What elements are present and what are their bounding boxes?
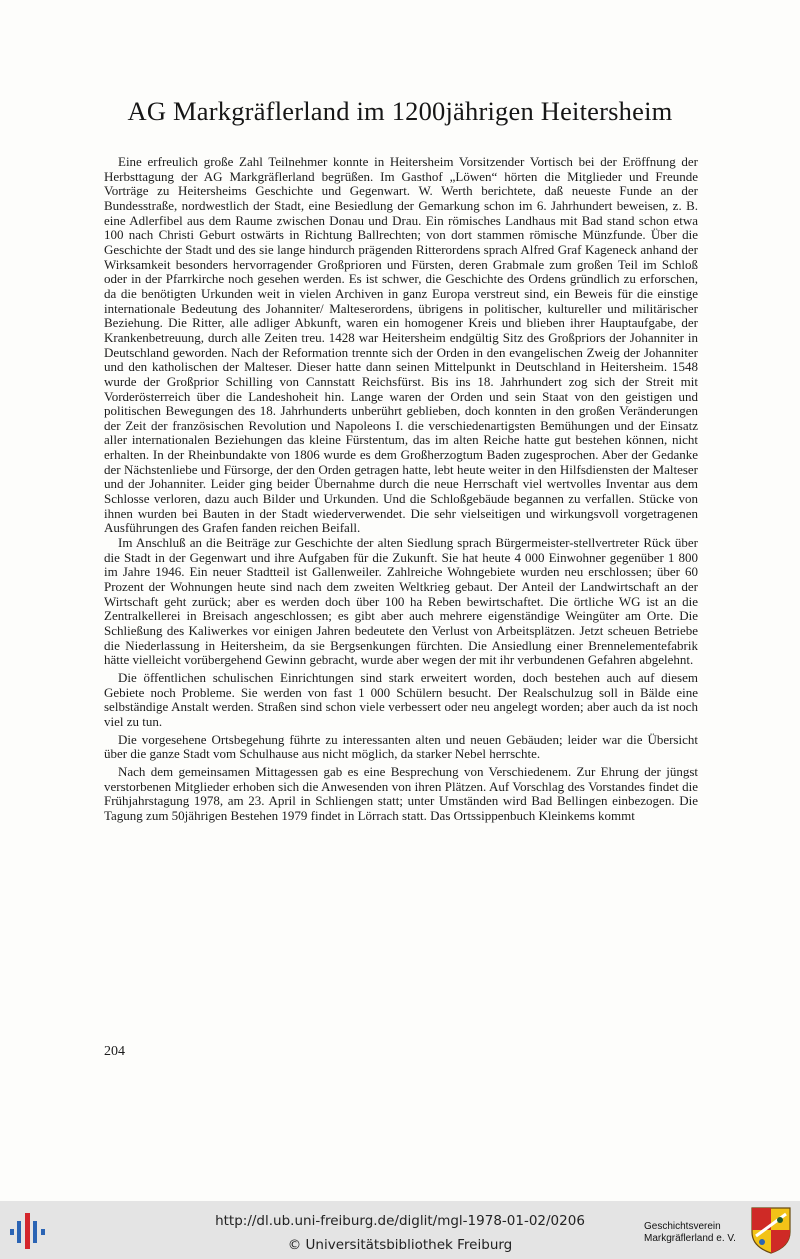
- society-name[interactable]: [644, 1221, 736, 1245]
- page-number: 204: [104, 1044, 125, 1059]
- article-body: [104, 155, 698, 824]
- footer-bar: [0, 1201, 800, 1259]
- paragraph: Eine erfreulich große Zahl Teilnehmer konnte in Heitersheim Vorsitzender Vortisch bei der Eröffnung der Herbsttagung der AG Markgräflerland begrüßen. Im Gasthof „Löwen“ hörten die Mitglieder und Freunde Vorträge zu Heitersheims Geschichte und Gegenwart. W. Werth berichtete, daß neueste Funde an der Bundesstraße, nordwestlich der Stadt, eine Besiedlung der Gemarkung schon im 6. Jahrhundert beweisen, z. B. eine Adlerfibel aus dem Raume zwischen Donau und Drau. Ein römisches Landhaus mit Bad stand schon etwa 100 nach Christi Geburt ostwärts in Richtung Ballrechten; von dort stammen römische Münzfunde. Über die Geschichte der Stadt und des sie lange hindurch prägenden Ritterordens sprach Alfred Graf Kageneck anhand der Wirksamkeit besonders hervorragender Großprioren und Fürsten, deren Grabmale zum großen Teil im Schloß oder in der Pfarrkirche noch gesehen werden. Es ist schwer, die Geschichte des Ordens gründlich zu erforschen, da die benötigten Urkunden weit in vielen Archiven in ganz Europa verstreut sind, ein Beweis für die einstige internationale Bedeutung des Johanniter/ Malteserordens, übrigens in politischer, kultureller und militärischer Beziehung. Die Ritter, alle adliger Abkunft, waren ein homogener Kreis und blieben ihrer Hauptaufgabe, der Krankenbetreuung, durch alle Zeiten treu. 1428 war Heitersheim endgültig Sitz des Großpriors der Johanniter in Deutschland geworden. Nach der Reformation trennte sich der Orden in den evangelischen Zweig der Johanniter und den katholischen der Malteser. Dieser hatte dann seinen Mittelpunkt in Deutschland in Heitersheim. 1548 wurde der Großprior Schilling von Cannstatt Reichsfürst. Bis ins 18. Jahrhundert zog sich der Streit mit Vorderösterreich über die Landeshoheit hin. Lange waren der Orden und sein Staat von den geistigen und politischen Bewegungen des 18. Jahrhunderts unberührt geblieben, doch konnten in den großen Veränderungen der Zeit der französischen Revolution und Napoleons I. die verschiedenartigsten Bemühungen und der Einsatz aller internationalen Beziehungen das kleine Fürstentum, das im alten Reiche hatte gut bestehen können, nicht erhalten. In der Rheinbundakte von 1806 wurde es dem Großherzogtum Baden zugesprochen. Aber der Gedanke der Nächstenliebe und Fürsorge, der den Orden getragen hatte, lebt heute weiter in den Hilfsdiensten der Malteser und der Johanniter. Leider ging beider Übernahme durch die neue Herrschaft viel wertvolles Inventar aus dem Schlosse verloren, dazu auch Bilder und Urkunden. Und die Schloßgebäude begannen zu verfallen. Stücke von ihnen wurden bei Bauten in der Stadt wiederverwendet. Die sehr vielseitigen und wirkungsvoll vorgetragenen Ausführungen des Grafen fanden reichen Beifall.: [104, 154, 698, 536]
- paragraph: Die öffentlichen schulischen Einrichtungen sind stark erweitert worden, doch bestehen auch auf diesem Gebiete noch Probleme. Sie werden von fast 1 000 Schülern besucht. Der Realschulzug soll in Bälde eine selbständige Anstalt werden. Straßen sind schon viele verbessert oder neu angelegt worden; aber auch da ist noch viel zu tun.: [104, 669, 698, 729]
- source-url-link[interactable]: http://dl.ub.uni-freiburg.de/diglit/mgl-1978-01-02/0206: [215, 1213, 585, 1229]
- society-line: Markgräflerland e. V.: [644, 1233, 736, 1244]
- page-title: AG Markgräflerland im 1200jährigen Heitersheim: [127, 96, 673, 126]
- paragraph: Nach dem gemeinsamen Mittagessen gab es eine Besprechung von Verschiedenem. Zur Ehrung der jüngst verstorbenen Mitglieder erhoben sich die Anwesenden von ihren Plätzen. Auf Vorschlag des Vorstandes findet die Frühjahrstagung 1978, am 23. April in Schliengen statt; unter Umständen wird Bad Bellingen einbezogen. Die Tagung zum 50jährigen Bestehen 1979 findet in Lörrach statt. Das Ortssippenbuch Kleinkems kommt: [104, 763, 698, 823]
- paragraph: Im Anschluß an die Beiträge zur Geschichte der alten Siedlung sprach Bürgermeister-stellvertreter Rück über die Stadt in der Gegenwart und ihre Aufgaben für die Zukunft. Sie hat heute 4 000 Einwohner gegenüber 1 800 im Jahre 1946. Ein neuer Stadtteil ist Gallenweiler. Zahlreiche Wohngebiete wurden neu erschlossen; über 60 Prozent der Wohnungen heute sind nach dem zweiten Weltkrieg gebaut. Der Anteil der Landwirtschaft an der Wirtschaft geht zurück; aber es werden doch über 100 ha Reben bewirtschaftet. Die örtliche WG ist an die Zentralkellerei in Breisach angeschlossen; es gibt aber auch mehrere eigenständige Weingüter am Orte. Die Schließung des Kaliwerkes vor einigen Jahren bedeutete den Verlust von Arbeitsplätzen. Jetzt scheuen Betriebe die Niederlassung in Heitersheim, da sie Bergsenkungen fürchten. Die Ansiedlung einer Brennelementefabrik hätte vielleicht vorübergehend Gewinn gebracht, wurde aber wegen der mit ihr verbundenen Gefahren abgelehnt.: [104, 535, 698, 668]
- copyright-notice: © Universitätsbibliothek Freiburg: [287, 1237, 513, 1253]
- coat-of-arms-icon[interactable]: [750, 1206, 792, 1254]
- society-line: Geschichtsverein: [644, 1221, 721, 1232]
- paragraph: Die vorgesehene Ortsbegehung führte zu interessanten alten und neuen Gebäuden; leider war die Übersicht über die ganze Stadt vom Schulhause aus nicht möglich, da starker Nebel herrschte.: [104, 731, 698, 762]
- ub-freiburg-logo-icon[interactable]: [8, 1209, 48, 1253]
